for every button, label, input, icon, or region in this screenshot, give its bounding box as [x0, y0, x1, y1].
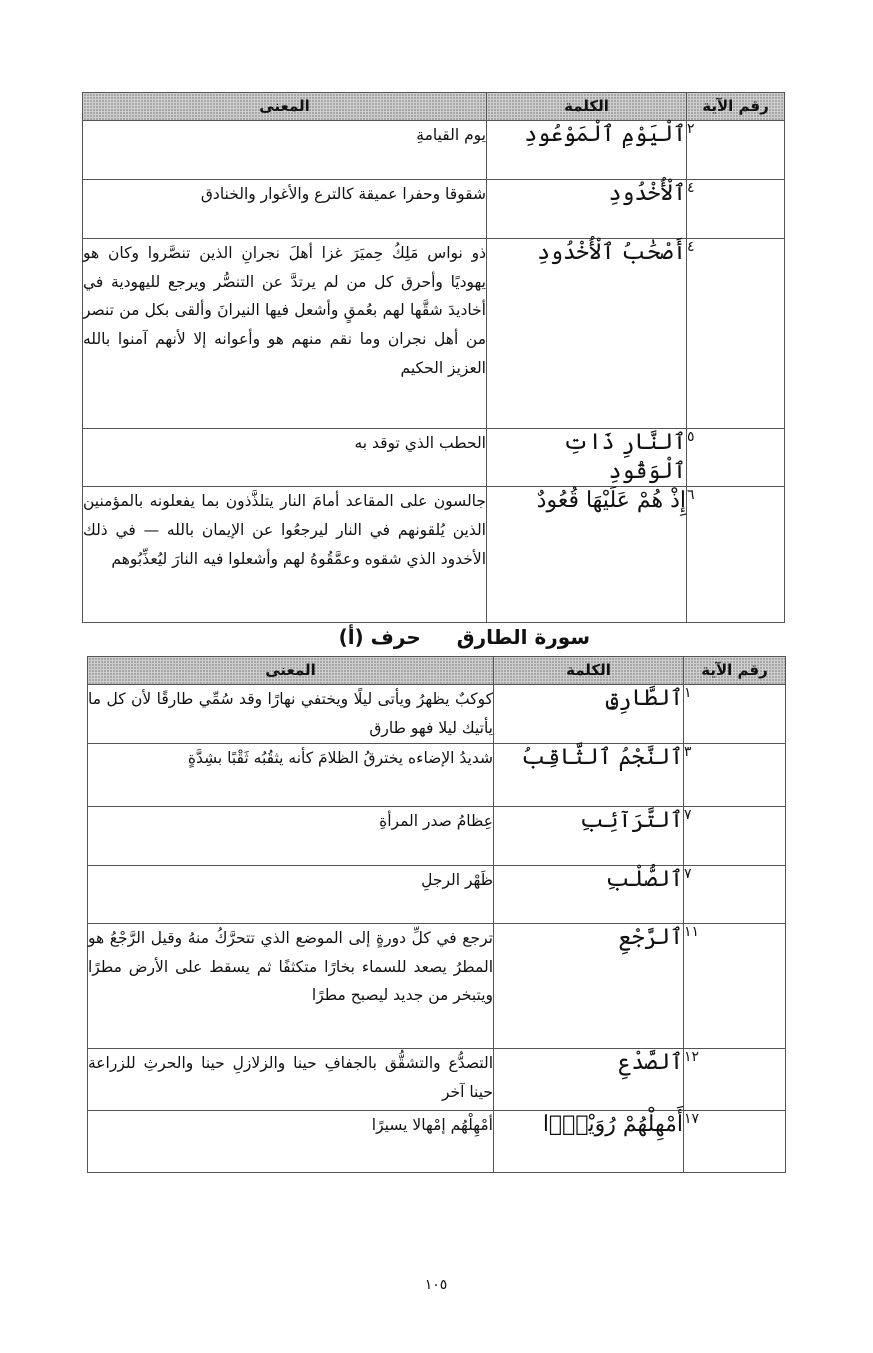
word-meaning: كوكبٌ يظهرُ ويأتى ليلًا ويختفي نهارًا وقد سُمِّي طارقًا لأن كل ما يأتيك ليلا فهو طارق — [88, 685, 494, 744]
table-header-row — [88, 657, 786, 685]
ayah-number: ١٢ — [684, 1049, 786, 1111]
quran-word: ٱلطَّارِقِ — [494, 685, 684, 744]
quran-word: ٱلصَّدْعِ — [494, 1049, 684, 1111]
word-meaning: الحطب الذي توقد به — [83, 429, 487, 487]
table-row — [88, 685, 786, 744]
table-row — [88, 924, 786, 1049]
ayah-number: ١١ — [684, 924, 786, 1049]
ayah-number: ٧ — [684, 807, 786, 866]
table-row — [88, 866, 786, 924]
word-meaning: شقوقا وحفرا عميقة كالترع والأغوار والخنادق — [83, 180, 487, 239]
page-number: ١٠٥ — [424, 1277, 448, 1293]
header-word: الكلمة — [487, 93, 687, 121]
header-ayah: رقم الآية — [687, 93, 785, 121]
ayah-number: ٦ — [687, 487, 785, 623]
quran-word: أَمْهِلْهُمْ رُوَيْدًۢا — [494, 1111, 684, 1173]
table-row — [88, 1049, 786, 1111]
quran-word: إِذْ هُمْ عَلَيْهَا قُعُودٌ — [487, 487, 687, 623]
ayah-number: ٤ — [687, 239, 785, 429]
table-row — [88, 744, 786, 807]
header-meaning: المعنى — [88, 657, 494, 685]
table-row — [83, 180, 785, 239]
table-row — [83, 239, 785, 429]
word-meaning: أمْهِلْهُم إمْهالا يسيرًا — [88, 1111, 494, 1173]
word-meaning: شديدُ الإضاءه يخترقُ الظلامَ كأنه يثقُبُه ثَقْبًا بشِدَّةٍ — [88, 744, 494, 807]
word-meaning: عِظامُ صدر المرأةِ — [88, 807, 494, 866]
quran-word: أَصْحَٰبُ ٱلْأُخْدُودِ — [487, 239, 687, 429]
quran-word: ٱلرَّجْعِ — [494, 924, 684, 1049]
word-meaning: يوم القيامةِ — [83, 121, 487, 180]
header-ayah: رقم الآية — [684, 657, 786, 685]
letter-label: حرف (أ) — [338, 625, 421, 649]
word-meaning: ذو نواس مَلِكُ حِميَرَ غزا أهلَ نجرانِ الذين تنصَّروا وكان هو يهوديًا وأحرق كل من لم يرتدَّ عن التنصُّر ويرجع لليهودية في أخاديدَ شقَّها لهم بعُمقٍ وأشعل فيها النيرانَ وألقى بكل من تنصر من أهل نجران وما نقم منهم هو وأعوانه إلا لأنهم آمنوا بالله العزيز الحكيم — [83, 239, 487, 429]
ayah-number: ٢ — [687, 121, 785, 180]
quran-word: ٱلنَّارِ ذَاتِ ٱلْوَقُودِ — [487, 429, 687, 487]
surah-name: سورة الطارق — [456, 625, 590, 649]
quran-word: ٱلتَّرَآئِبِ — [494, 807, 684, 866]
table-header-row — [83, 93, 785, 121]
quran-word: ٱلْيَوْمِ ٱلْمَوْعُودِ — [487, 121, 687, 180]
word-meaning: ترجع في كلِّ دورةٍ إلى الموضع الذي تتحرَّكُ منهُ وقيل الرَّجْعُ هو المطرُ يصعد للسماء بخارًا متكثفًا ثم يسقط على الأرض مطرًا ويتبخر من جديد ليصبح مطرًا — [88, 924, 494, 1049]
table-row — [83, 487, 785, 623]
ayah-number: ٤ — [687, 180, 785, 239]
table-row — [83, 121, 785, 180]
word-meaning: التصدُّع والتشقُّق بالجفافِ حينا والزلازلِ حينا والحرثِ للزراعة حينا آخر — [88, 1049, 494, 1111]
ayah-number: ٥ — [687, 429, 785, 487]
ayah-number: ٣ — [684, 744, 786, 807]
ayah-number: ٧ — [684, 866, 786, 924]
quran-word: ٱلْأُخْدُودِ — [487, 180, 687, 239]
word-meaning: جالسون على المقاعد أمامَ النار يتلذَّذون بما يفعلونه بالمؤمنين الذين يُلقونهم في النار ليرجعُوا عن الإيمان بالله — في ذلك الأخدود الذي شقوه وعمَّقُوهُ لهم وأشعلوا فيه النارَ ليُعذِّبُوهم — [83, 487, 487, 623]
table-row — [88, 1111, 786, 1173]
glossary-table-1 — [82, 92, 785, 623]
quran-word: ٱلصُّلْبِ — [494, 866, 684, 924]
header-meaning: المعنى — [83, 93, 487, 121]
quran-word: ٱلنَّجْمُ ٱلثَّاقِبُ — [494, 744, 684, 807]
header-word: الكلمة — [494, 657, 684, 685]
ayah-number: ١ — [684, 685, 786, 744]
word-meaning: ظَهْر الرجلِ — [88, 866, 494, 924]
surah-title — [290, 622, 590, 652]
glossary-table-2 — [87, 656, 786, 1173]
table-row — [83, 429, 785, 487]
table-row — [88, 807, 786, 866]
ayah-number: ١٧ — [684, 1111, 786, 1173]
